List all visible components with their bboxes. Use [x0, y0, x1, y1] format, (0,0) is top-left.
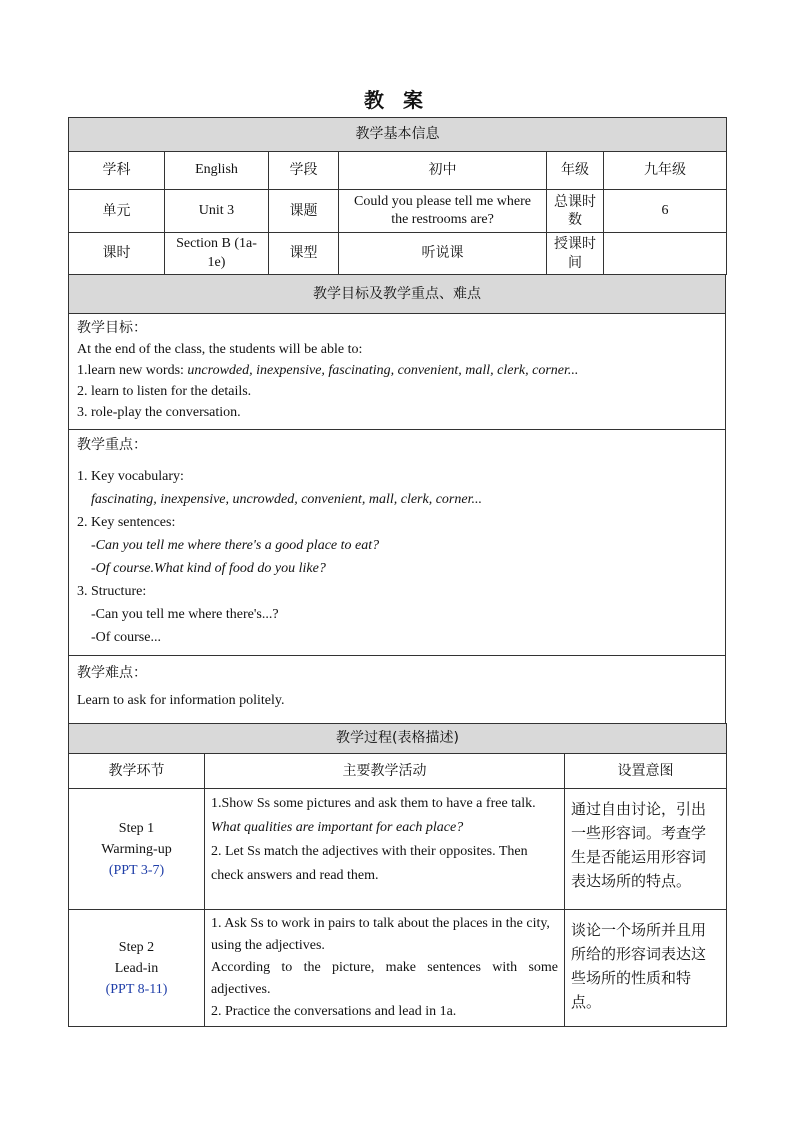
column-step: 教学环节: [69, 754, 205, 789]
difficulty-text: Learn to ask for information politely.: [77, 693, 285, 708]
column-purpose: 设置意图: [565, 754, 727, 789]
step-1-activity-2: 2. Let Ss match the adjectives with their opposites. Then check answers and read them.: [211, 844, 528, 883]
teaching-time-value: [604, 233, 727, 275]
step-1-activities: [205, 789, 565, 910]
step-2-ppt: (PPT 8-11): [105, 981, 168, 997]
key-points-label: 教学重点：: [77, 437, 147, 453]
goals-section: [69, 314, 726, 430]
step-2-purpose: 谈论一个场所并且用所给的形容词表达这些场所的性质和特点。: [565, 910, 727, 1027]
step-2-activity-plain: According to the picture, make sentences with some adjectives.: [211, 960, 558, 997]
key-vocab-words: fascinating, inexpensive, uncrowded, convenient, mall, clerk, corner...: [91, 492, 482, 507]
goal-1-words: uncrowded, inexpensive, fascinating, convenient, mall, clerk, corner...: [187, 363, 579, 378]
key-vocab-title: 1. Key vocabulary:: [77, 469, 184, 484]
step-2-name: Lead-in: [114, 960, 159, 976]
subject-label: 学科: [69, 152, 165, 190]
stage-value: 初中: [339, 152, 547, 190]
lesson-type-label: 课型: [269, 233, 339, 275]
topic-label: 课题: [269, 190, 339, 233]
grade-value: 九年级: [604, 152, 727, 190]
process-table: [68, 723, 727, 1027]
step-1-purpose: 通过自由讨论，引出一些形容词。考查学生是否能运用形容词表达场所的特点。: [565, 789, 727, 910]
step-1-number: Step 1: [118, 820, 155, 836]
step-2-activities: [205, 910, 565, 1027]
subject-value: English: [165, 152, 269, 190]
step-2-cell: [69, 910, 205, 1027]
structure-2: -Of course...: [91, 630, 161, 645]
key-points-section: [69, 430, 726, 656]
step-1-ppt: (PPT 3-7): [108, 862, 165, 878]
goal-1: [77, 360, 717, 381]
step-1-activity-question: What qualities are important for each place?: [211, 820, 464, 835]
key-sentence-1: -Can you tell me where there's a good place to eat?: [91, 538, 380, 553]
topic-value: Could you please tell me where the restrooms are?: [339, 190, 547, 233]
structure-title: 3. Structure:: [77, 584, 147, 599]
period-value: Section B (1a-1e): [165, 233, 269, 275]
step-2-activity-1: 1. Ask Ss to work in pairs to talk about the places in the city, using the adjectives.: [211, 916, 550, 953]
total-periods-label: 总课时数: [547, 190, 604, 233]
column-activity: 主要教学活动: [205, 754, 565, 789]
goal-3: 3. role-play the conversation.: [77, 405, 241, 420]
stage-label: 学段: [269, 152, 339, 190]
structure-1: -Can you tell me where there's...?: [91, 607, 279, 622]
objectives-header: 教学目标及教学重点、难点: [69, 275, 726, 314]
goals-intro: At the end of the class, the students will be able to:: [77, 342, 363, 357]
total-periods-value: 6: [604, 190, 727, 233]
key-sentences-title: 2. Key sentences:: [77, 515, 176, 530]
table-row: [69, 789, 727, 910]
teaching-time-label: 授课时间: [547, 233, 604, 275]
period-label: 课时: [69, 233, 165, 275]
step-1-name: Warming-up: [101, 841, 172, 857]
table-row: [69, 910, 727, 1027]
difficulty-label: 教学难点：: [77, 665, 147, 681]
goal-1-prefix: 1.learn new words:: [77, 363, 188, 378]
step-2-activity-2: 2. Practice the conversations and lead in 1a.: [211, 1004, 457, 1019]
document-title: 教 案: [364, 88, 429, 112]
step-1-cell: [69, 789, 205, 910]
unit-value: Unit 3: [165, 190, 269, 233]
grade-label: 年级: [547, 152, 604, 190]
lesson-type-value: 听说课: [339, 233, 547, 275]
objectives-table: [68, 274, 726, 724]
basic-info-header: 教学基本信息: [69, 118, 727, 152]
unit-label: 单元: [69, 190, 165, 233]
lesson-plan-sheet: [68, 117, 726, 1027]
step-2-number: Step 2: [118, 939, 155, 955]
key-sentence-2: -Of course.What kind of food do you like?: [91, 561, 326, 576]
goals-label: 教学目标：: [77, 320, 147, 336]
basic-info-table: [68, 117, 727, 275]
step-1-activity-1: 1.Show Ss some pictures and ask them to have a free talk.: [211, 796, 536, 811]
difficulty-section: [69, 656, 726, 724]
goal-2: 2. learn to listen for the details.: [77, 384, 252, 399]
process-header: 教学过程(表格描述): [69, 724, 727, 754]
